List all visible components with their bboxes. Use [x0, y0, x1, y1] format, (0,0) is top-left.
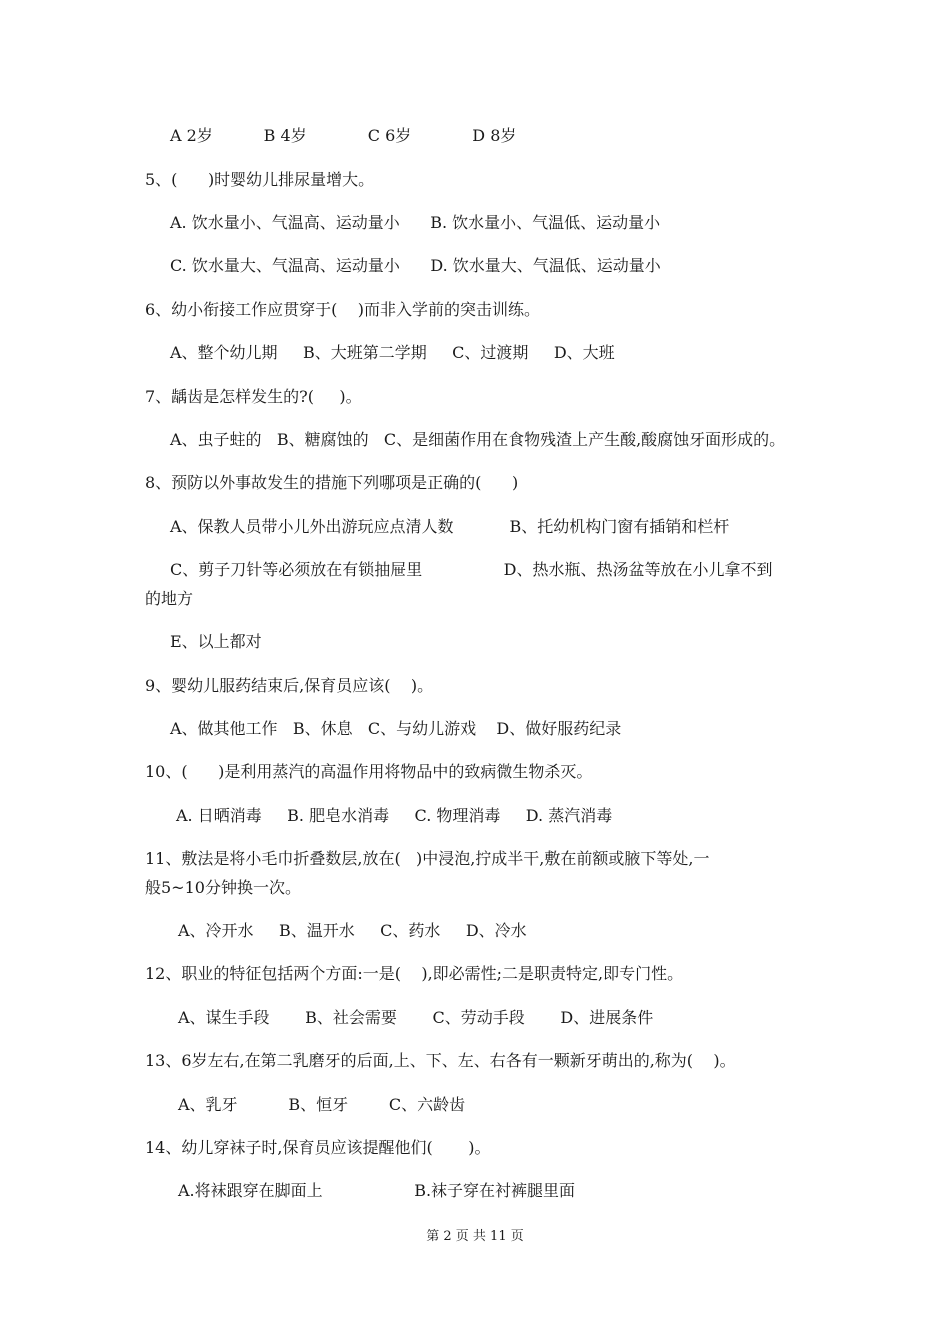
q6-options: A、整个幼儿期 B、大班第二学期 C、过渡期 D、大班 — [170, 343, 615, 362]
q10-stem: 10、( )是利用蒸汽的高温作用将物品中的致病微生物杀灭。 — [145, 762, 593, 781]
q11-stem-cont: 般5~10分钟换一次。 — [145, 878, 301, 897]
q8-stem: 8、预防以外事故发生的措施下列哪项是正确的( ) — [145, 473, 519, 492]
q12-stem: 12、职业的特征包括两个方面:一是( ),即必需性;二是职责特定,即专门性。 — [145, 964, 684, 983]
q9-stem: 9、婴幼儿服药结束后,保育员应该( )。 — [145, 676, 434, 695]
q6-stem: 6、幼小衔接工作应贯穿于( )而非入学前的突击训练。 — [145, 300, 541, 319]
q8-options-ab: A、保教人员带小儿外出游玩应点清人数 B、托幼机构门窗有插销和栏杆 — [170, 517, 730, 536]
q5-stem: 5、( )时婴幼儿排尿量增大。 — [145, 170, 375, 189]
q11-stem: 11、敷法是将小毛巾折叠数层,放在( )中浸泡,拧成半干,敷在前额或腋下等处,一 — [145, 849, 710, 868]
q14-options: A.将袜跟穿在脚面上 B.袜子穿在衬裤腿里面 — [178, 1181, 576, 1200]
q13-options: A、乳牙 B、恒牙 C、六龄齿 — [178, 1095, 466, 1114]
q5-options-ab: A. 饮水量小、气温高、运动量小 B. 饮水量小、气温低、运动量小 — [170, 213, 661, 232]
q5-options-cd: C. 饮水量大、气温高、运动量小 D. 饮水量大、气温低、运动量小 — [170, 256, 661, 275]
q10-options: A. 日晒消毒 B. 肥皂水消毒 C. 物理消毒 D. 蒸汽消毒 — [176, 806, 613, 825]
q7-stem: 7、龋齿是怎样发生的?( )。 — [145, 387, 362, 406]
page-footer: 第 2 页 共 11 页 — [426, 1229, 524, 1244]
q7-options: A、虫子蛀的 B、糖腐蚀的 C、是细菌作用在食物残渣上产生酸,酸腐蚀牙面形成的。 — [170, 430, 786, 449]
q4-options: A 2岁 B 4岁 C 6岁 D 8岁 — [170, 126, 517, 145]
q11-options: A、冷开水 B、温开水 C、药水 D、冷水 — [178, 921, 527, 940]
q14-stem: 14、幼儿穿袜子时,保育员应该提醒他们( )。 — [145, 1138, 491, 1157]
q12-options: A、谋生手段 B、社会需要 C、劳动手段 D、进展条件 — [178, 1008, 654, 1027]
q8-options-cd: C、剪子刀针等必须放在有锁抽屉里 D、热水瓶、热汤盆等放在小儿拿不到 — [170, 560, 773, 579]
q13-stem: 13、6岁左右,在第二乳磨牙的后面,上、下、左、右各有一颗新牙萌出的,称为( )。 — [145, 1051, 736, 1070]
q9-options: A、做其他工作 B、休息 C、与幼儿游戏 D、做好服药纪录 — [170, 719, 622, 738]
q8-options-cd-cont: 的地方 — [145, 589, 194, 608]
q8-option-e: E、以上都对 — [170, 632, 262, 651]
